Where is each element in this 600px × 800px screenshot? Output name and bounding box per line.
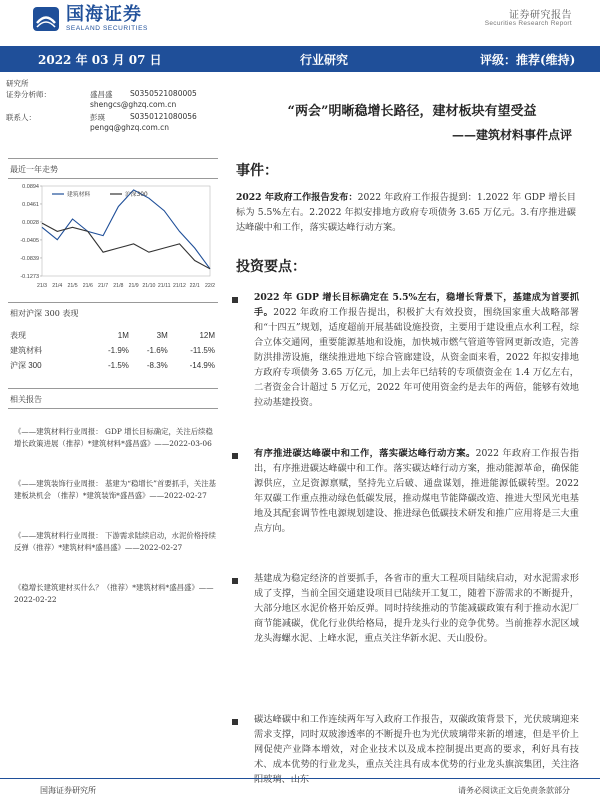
table-row <box>10 358 215 373</box>
table-header-cell: 3M <box>156 331 168 340</box>
footer-institute: 国海证券研究所 <box>40 786 96 795</box>
related-report-item[interactable]: 《——建筑装饰行业周报： 基建为“稳增长”首要抓手，关注基建板块机会 （推荐）*建筑装饰*盛昌盛》——2022-02-27 <box>14 479 217 500</box>
report-rating: 评级：推荐(维持) <box>480 53 576 67</box>
divider <box>8 388 218 389</box>
company-logo <box>32 6 148 32</box>
bullet-icon <box>232 453 238 459</box>
sealand-logo-icon <box>32 6 60 32</box>
key-point-text: 2022 年政府工作报告提出，积极扩大有效投资，围绕国家重大战略部署和“十四五”规划，适度超前开展基础设施投资，主要用于建设重点水利工程，综合立体交通网，重要能源基地和设施，加快城市燃气管道等管网更新改造，完善防洪排涝设施，继续推进地下综合管廊建设，从资金面来看，2022 年拟安排地方政府专项债务 3.65 万亿元，加上去年已结转的专项债资金在 1.4 万亿左右，二者资金合计超过 5 万亿元，2022 年可使用资金约是去年的两倍，能够有效地拉动基建投资。 <box>254 307 579 408</box>
x-tick-label: 21/10 <box>142 283 156 289</box>
y-tick-label: 0.0461 <box>22 201 39 208</box>
y-tick-label: -0.1273 <box>20 274 39 280</box>
y-tick-label: -0.0839 <box>20 255 39 262</box>
key-point-lead: 有序推进碳达峰碳中和工作，落实碳达峰行动方案。 <box>254 448 476 459</box>
x-tick-label: 21/6 <box>82 283 93 289</box>
table-row <box>10 328 215 343</box>
series-line <box>42 190 210 269</box>
report-header <box>0 0 600 40</box>
plot-frame <box>42 186 210 276</box>
key-point-text: 碳达峰碳中和工作连续两年写入政府工作报告，双碳政策背景下，光伏玻璃迎来需求支撑，同时双玻渗透率的不断提升也为光伏玻璃带来新的增速，但是平价上网促使产业降本增效，对企业技术以及成本控制提出更高的要求，利好具有技术、成本优势的行业龙头，重点关注具有成本优势的行业龙头旗滨集团，关注洛阳玻璃、山东 <box>254 714 579 785</box>
research-institute-label: 研究所 <box>6 79 29 88</box>
report-type-cn: 证券研究报告 <box>509 10 572 21</box>
key-point-paragraph <box>254 290 579 410</box>
bullet-icon <box>232 578 238 584</box>
key-point-text: 2022 年政府工作报告指出，有序推进碳达峰碳中和工作。落实碳达峰行动方案，推动能源革命，确保能源供应，立足资源禀赋，坚持先立后破、通盘谋划，推进能源低碳转型。2022 年双碳工作重点推动绿色低碳发展，推动煤电节能降碳改造、推进大型风光电基地及其配套调节性电源规划建设、推进绿色低碳技术研发和推广应用将是三大重点方向。 <box>254 448 579 534</box>
performance-table <box>10 328 215 373</box>
key-point-paragraph <box>254 571 579 646</box>
related-report-item[interactable]: 《——建筑材料行业周报： 下游需求陆续启动，水泥价格持续反弹（推荐）*建筑材料*盛昌盛》——2022-02-27 <box>14 531 216 552</box>
logo-name-en: SEALAND SECURITIES <box>66 25 148 32</box>
contact-name: 彭瑛 <box>90 113 105 122</box>
table-cell: -11.5% <box>190 346 215 355</box>
related-report-item[interactable]: 《——建筑材料行业周报： GDP 增长目标确定，关注后续稳增长政策进展（推荐）*建筑材料*盛昌盛》——2022-03-06 <box>14 427 213 448</box>
bullet-icon <box>232 297 238 303</box>
page-footer <box>0 778 600 800</box>
x-tick-label: 22/2 <box>204 283 216 289</box>
table-cell: 沪深 300 <box>10 361 42 370</box>
event-paragraph <box>236 190 576 235</box>
x-tick-label: 21/9 <box>128 283 139 289</box>
x-tick-label: 21/7 <box>98 283 109 289</box>
contact-label: 联系人： <box>6 113 36 122</box>
report-date: 2022 年 03 月 07 日 <box>38 53 162 67</box>
key-point-text: 基建成为稳定经济的首要抓手，各省市的重大工程项目陆续启动，对水泥需求形成了支撑，当前全国交通建设项目已陆续开工复工，随着下游需求的不断提升，大部分地区水泥价格开始反弹。同时持续推动的节能减碳政策有利于推动水泥厂商节能减碳，优化行业供给格局，提升龙头行业的竞争优势。当前推荐水泥区域龙头海螺水泥、上峰水泥，重点关注华新水泥、天山股份。 <box>254 573 579 644</box>
table-cell: 建筑材料 <box>10 346 42 355</box>
y-tick-label: 0.0894 <box>22 184 39 190</box>
series-line <box>42 223 210 269</box>
performance-label: 相对沪深 300 表现 <box>10 309 79 318</box>
key-points-heading: 投资要点： <box>236 259 306 275</box>
x-tick-label: 21/12 <box>172 283 186 289</box>
related-report-item[interactable]: 《稳增长建筑建材买什么？（推荐）*建筑材料*盛昌盛》——2022-02-22 <box>14 583 214 604</box>
event-heading: 事件： <box>236 163 278 179</box>
table-header-cell: 12M <box>199 331 215 340</box>
x-tick-label: 21/8 <box>113 283 124 289</box>
table-header-cell: 表现 <box>10 331 26 340</box>
event-text: 2022 年政府工作报告提到：1.2022 年 GDP 增长目标为 5.5%左右。2.2022 年拟安排地方政府专项债务 3.65 万亿元。3.有序推进碳达峰碳中和工作，落实碳达峰行动方案。 <box>236 192 576 233</box>
x-tick-label: 21/11 <box>157 283 171 289</box>
divider <box>8 178 218 179</box>
table-cell: -1.5% <box>107 361 129 370</box>
y-tick-label: -0.0405 <box>20 237 39 244</box>
contact-id: S0350121080056 <box>130 112 197 121</box>
event-lead: 2022 年政府工作报告发布： <box>236 192 358 203</box>
x-tick-label: 22/1 <box>189 283 200 289</box>
related-reports-label: 相关报告 <box>10 395 42 404</box>
table-row <box>10 343 215 358</box>
bullet-icon <box>232 719 238 725</box>
logo-name-cn: 国海证券 <box>66 4 142 25</box>
x-tick-label: 21/4 <box>52 283 63 289</box>
analyst-email[interactable]: shengcs@ghzq.com.cn <box>90 100 177 109</box>
table-cell: -14.9% <box>189 361 215 370</box>
x-tick-label: 21/3 <box>36 283 48 289</box>
y-tick-label: 0.0028 <box>22 219 39 226</box>
footer-disclaimer[interactable]: 请务必阅读正文后免责条款部分 <box>458 786 570 795</box>
trend-chart <box>8 180 218 290</box>
analyst-name: 盛昌盛 <box>90 90 113 99</box>
report-subtitle: ——建筑材料事件点评 <box>451 128 572 142</box>
x-tick-label: 21/5 <box>67 283 78 289</box>
legend-label: 建筑材料 <box>67 192 91 198</box>
key-point-paragraph <box>254 446 579 536</box>
table-cell: -8.3% <box>146 361 168 370</box>
report-type-en: Securities Research Report <box>484 20 572 27</box>
trend-label: 最近一年走势 <box>10 165 58 174</box>
info-banner <box>0 46 600 72</box>
divider <box>8 158 218 159</box>
divider <box>8 408 218 409</box>
key-point-lead: 2022 年 GDP 增长目标确定在 5.5%左右，稳增长背景下，基建成为首要抓手。 <box>254 292 579 318</box>
report-category: 行业研究 <box>300 53 349 67</box>
analyst-label: 证券分析师： <box>6 90 51 99</box>
divider <box>8 302 218 303</box>
table-header-cell: 1M <box>117 331 129 340</box>
key-point-paragraph <box>254 712 579 787</box>
analyst-id: S0350521080005 <box>130 89 197 98</box>
table-cell: -1.9% <box>107 346 129 355</box>
contact-email[interactable]: pengq@ghzq.com.cn <box>90 123 170 132</box>
legend-label: 沪深300 <box>125 192 148 198</box>
report-title: “两会”明晰稳增长路径，建材板块有望受益 <box>287 104 537 119</box>
table-cell: -1.6% <box>146 346 168 355</box>
